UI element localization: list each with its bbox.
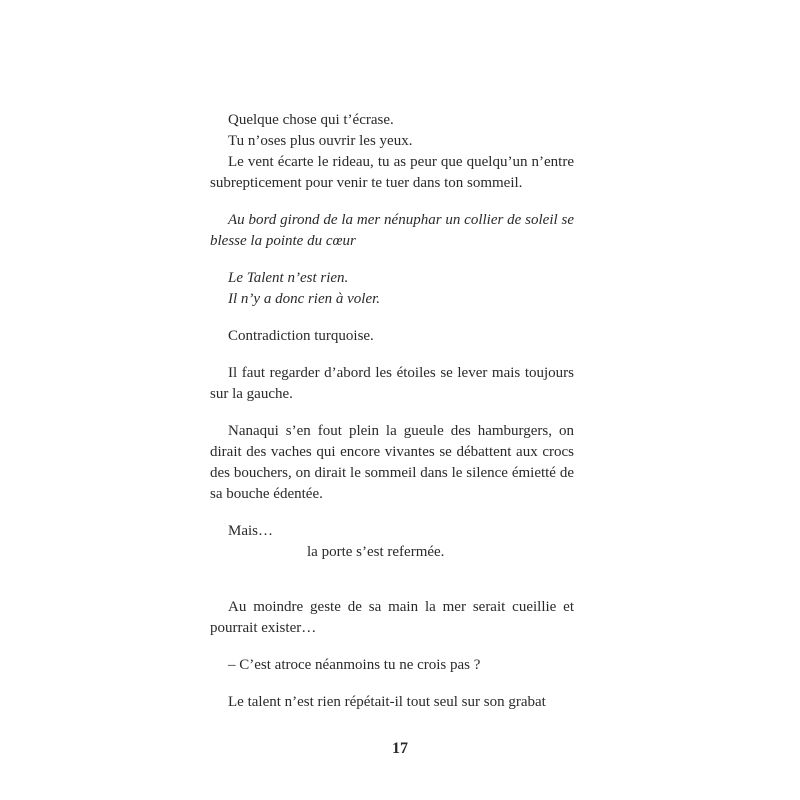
paragraph: Contradiction turquoise. bbox=[228, 328, 374, 344]
paragraph: Nanaqui s’en fout plein la gueule des hamburgers, on dirait des vaches qui encore vivantes se débattent aux crocs des bouchers, on dirait le sommeil dans le silence émietté de sa bouche édentée. bbox=[210, 423, 574, 502]
dialogue-line: – C’est atroce néanmoins tu ne crois pas ? bbox=[228, 657, 481, 673]
page-number: 17 bbox=[392, 740, 408, 757]
paragraph-line: la porte s’est refermée. bbox=[307, 544, 445, 560]
paragraph-line: Mais… bbox=[228, 523, 273, 539]
paragraph: Au moindre geste de sa main la mer serait cueillie et pourrait exister… bbox=[210, 599, 574, 636]
italic-line: Il n’y a donc rien à voler. bbox=[228, 291, 381, 307]
italic-paragraph: Au bord girond de la mer nénuphar un collier de soleil se blesse la pointe du cœur bbox=[210, 212, 574, 249]
italic-line: Le Talent n’est rien. bbox=[228, 270, 349, 286]
paragraph: Le talent n’est rien répétait-il tout seul sur son grabat bbox=[228, 694, 546, 710]
paragraph-line: Tu n’oses plus ouvrir les yeux. bbox=[228, 133, 413, 149]
page-body bbox=[210, 110, 574, 713]
paragraph-line: Quelque chose qui t’écrase. bbox=[228, 112, 394, 128]
paragraph: Il faut regarder d’abord les étoiles se lever mais toujours sur la gauche. bbox=[210, 365, 574, 402]
paragraph: Le vent écarte le rideau, tu as peur que quelqu’un n’entre subrepticement pour venir te tuer dans ton sommeil. bbox=[210, 154, 574, 191]
